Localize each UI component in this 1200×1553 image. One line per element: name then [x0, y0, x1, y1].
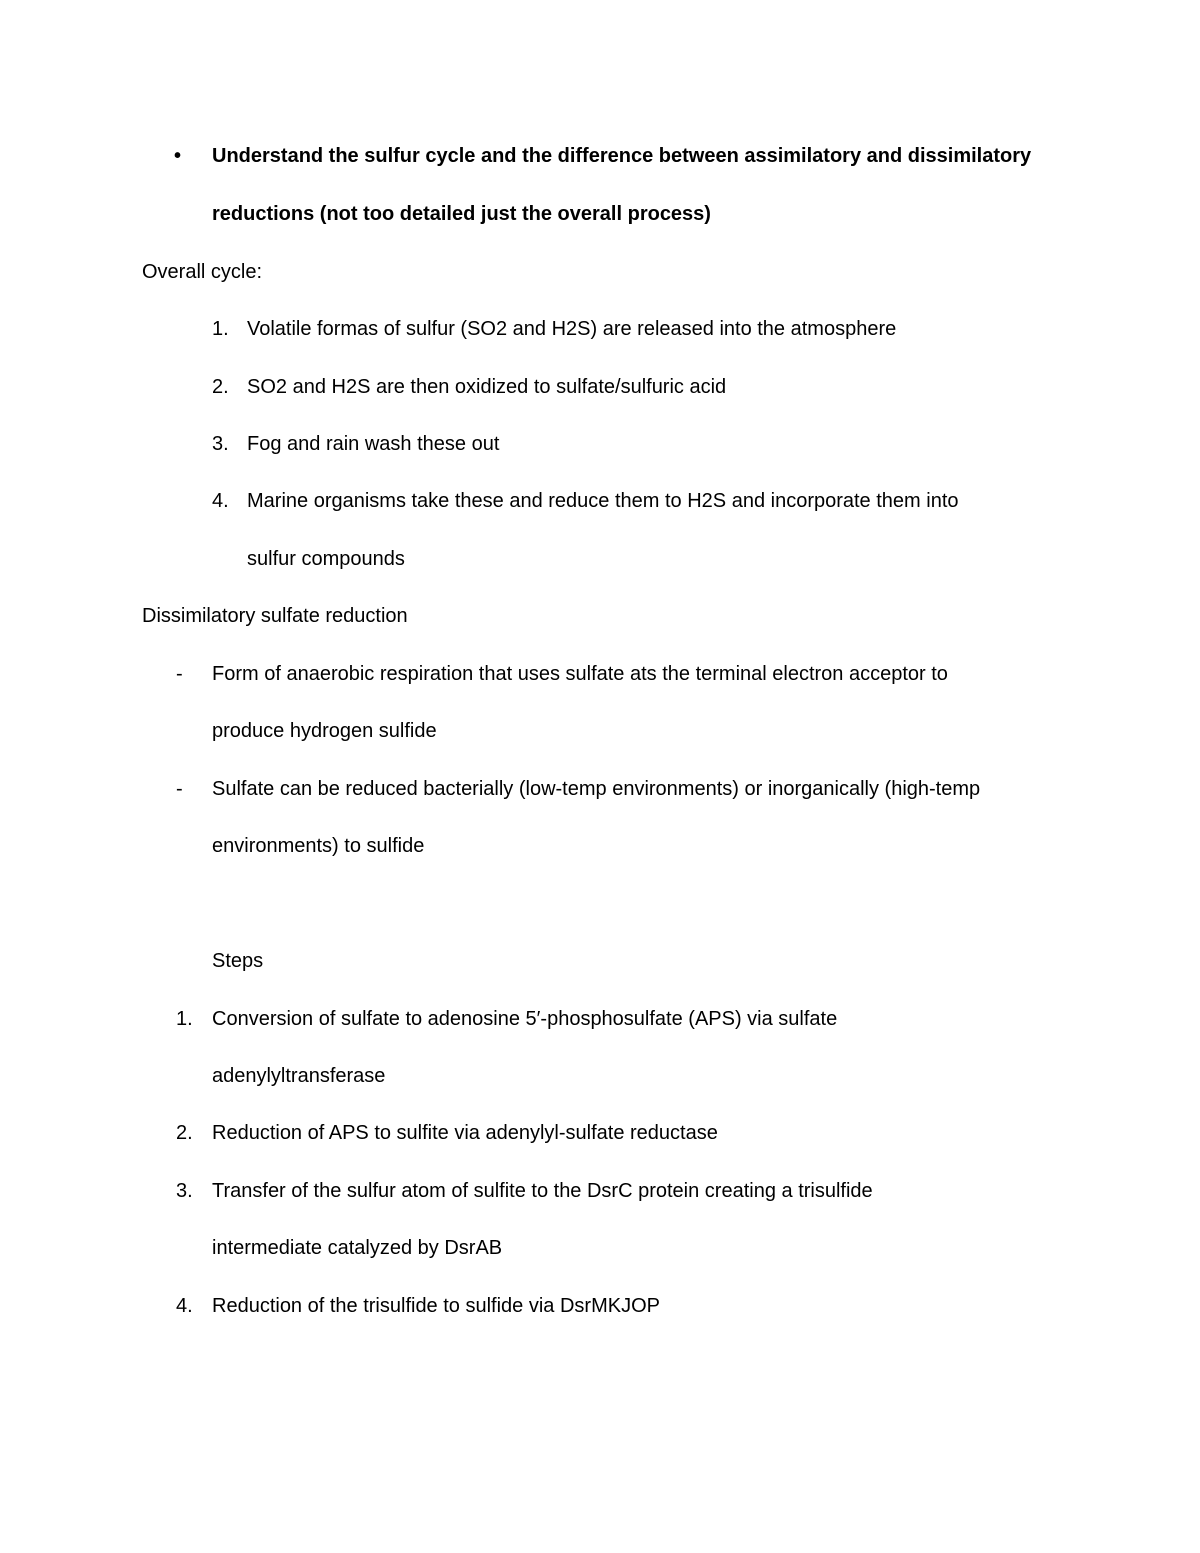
- steps-heading: Steps: [212, 950, 264, 972]
- step-1-number: 1.: [176, 1008, 193, 1030]
- bullet-marker: •: [174, 145, 182, 167]
- step-3-line-1: Transfer of the sulfur atom of sulfite to the DsrC protein creating a trisulfide: [212, 1180, 873, 1202]
- dash-item-2-line-1: Sulfate can be reduced bacterially (low-temp environments) or inorganically (high-temp: [212, 778, 981, 800]
- cycle-item-4-text-line-2: sulfur compounds: [247, 548, 405, 570]
- cycle-item-3-number: 3.: [212, 433, 229, 455]
- step-4-number: 4.: [176, 1295, 193, 1317]
- step-3-number: 3.: [176, 1180, 193, 1202]
- dash-item-1-line-1: Form of anaerobic respiration that uses sulfate ats the terminal electron acceptor to: [212, 663, 948, 685]
- step-2-line-1: Reduction of APS to sulfite via adenylyl-sulfate reductase: [212, 1122, 718, 1144]
- cycle-item-4-text-line-1: Marine organisms take these and reduce them to H2S and incorporate them into: [247, 490, 959, 512]
- step-2-number: 2.: [176, 1122, 193, 1144]
- cycle-item-1-number: 1.: [212, 318, 229, 340]
- dash-item-1-marker: -: [176, 663, 183, 685]
- cycle-item-4-number: 4.: [212, 490, 229, 512]
- step-1-line-2: adenylyltransferase: [212, 1065, 386, 1087]
- cycle-item-1-text: Volatile formas of sulfur (SO2 and H2S) are released into the atmosphere: [247, 318, 897, 340]
- objective-line-1: Understand the sulfur cycle and the difference between assimilatory and dissimilatory: [212, 145, 1032, 167]
- dash-item-2-line-2: environments) to sulfide: [212, 835, 425, 857]
- objective-line-2: reductions (not too detailed just the overall process): [212, 203, 711, 225]
- cycle-item-2-number: 2.: [212, 376, 229, 398]
- cycle-item-2-text: SO2 and H2S are then oxidized to sulfate/sulfuric acid: [247, 376, 727, 398]
- cycle-item-3-text: Fog and rain wash these out: [247, 433, 500, 455]
- dissimilatory-heading: Dissimilatory sulfate reduction: [142, 605, 408, 627]
- step-3-line-2: intermediate catalyzed by DsrAB: [212, 1237, 503, 1259]
- dash-item-1-line-2: produce hydrogen sulfide: [212, 720, 437, 742]
- step-4-line-1: Reduction of the trisulfide to sulfide via DsrMKJOP: [212, 1295, 660, 1317]
- overall-cycle-heading: Overall cycle:: [142, 261, 263, 283]
- step-1-line-1: Conversion of sulfate to adenosine 5′-phosphosulfate (APS) via sulfate: [212, 1008, 838, 1030]
- dash-item-2-marker: -: [176, 778, 183, 800]
